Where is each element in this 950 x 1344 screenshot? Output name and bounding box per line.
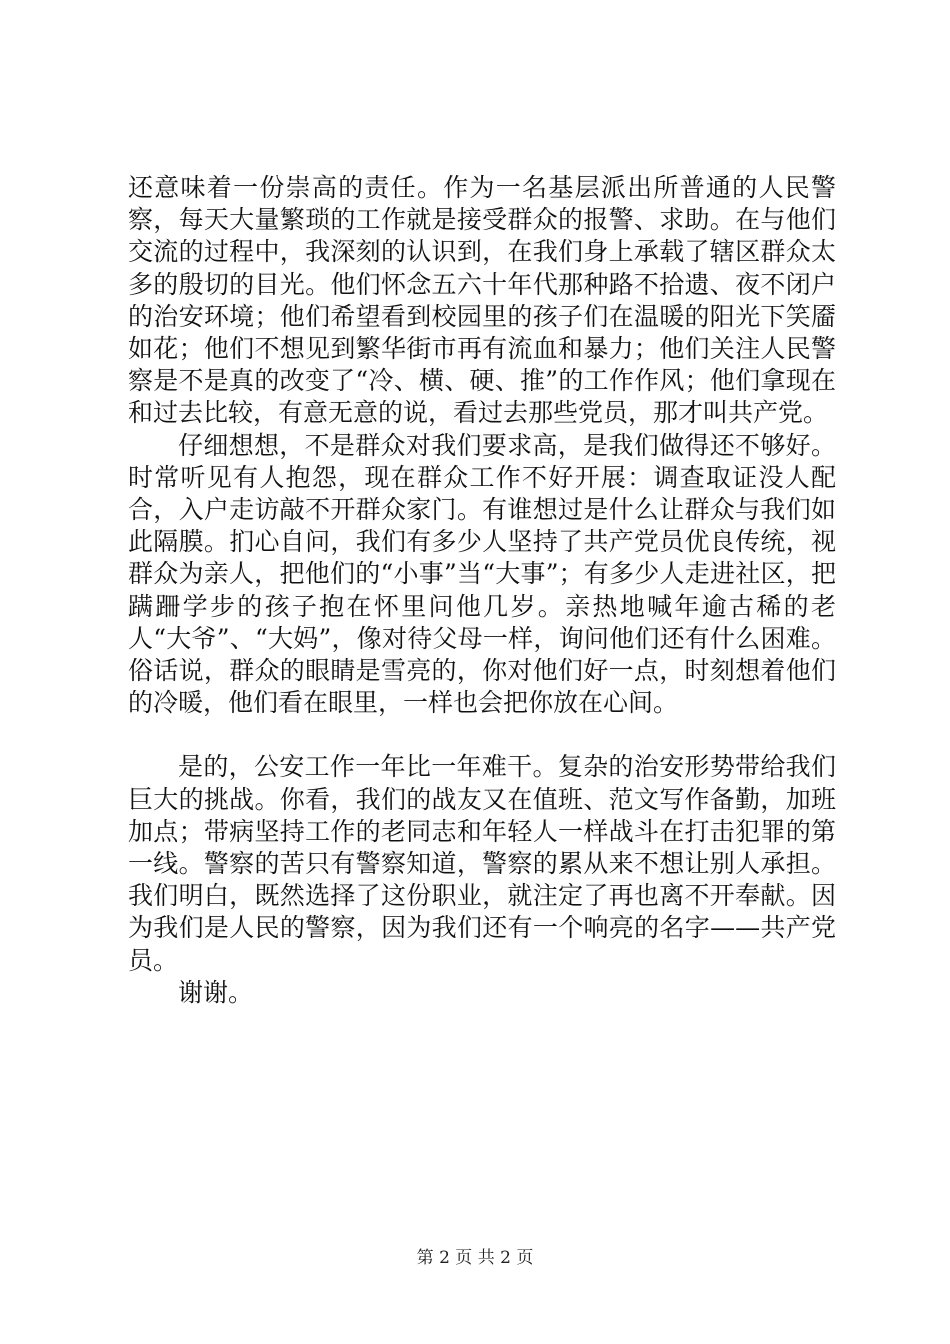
closing-thanks: 谢谢。 [178,977,254,1007]
document-body [128,172,836,1009]
page-number-footer: 第 2 页 共 2 页 [416,1248,534,1268]
paragraph: 是的，公安工作一年比一年难干。复杂的治安形势带给我们巨大的挑战。你看，我们的战友又在值班、范文写作备勤，加班加点；带病坚持工作的老同志和年轻人一样战斗在打击犯罪的第一线。警察的苦只有警察知道，警察的累从来不想让别人承担。我们明白，既然选择了这份职业，就注定了再也离不开奉献。因为我们是人民的警察，因为我们还有一个响亮的名字——共产党员。 [128,752,836,975]
paragraph: 仔细想想，不是群众对我们要求高，是我们做得还不够好。时常听见有人抱怨，现在群众工作不好开展：调查取证没人配合，入户走访敲不开群众家门。有谁想过是什么让群众与我们如此隔膜。扪心自问，我们有多少人坚持了共产党员优良传统，视群众为亲人，把他们的“小事”当“大事”；有多少人走进社区，把蹒跚学步的孩子抱在怀里问他几岁。亲热地喊年逾古稀的老人“大爷”、“大妈”，像对待父母一样，询问他们还有什么困难。俗话说，群众的眼睛是雪亮的，你对他们好一点，时刻想着他们的冷暖，他们看在眼里，一样也会把你放在心间。 [128,430,836,718]
paragraph-continued: 还意味着一份崇高的责任。作为一名基层派出所普通的人民警察，每天大量繁琐的工作就是接受群众的报警、求助。在与他们交流的过程中，我深刻的认识到，在我们身上承载了辖区群众太多的殷切的目光。他们怀念五六十年代那种路不拾遗、夜不闭户的治安环境；他们希望看到校园里的孩子们在温暖的阳光下笑靥如花；他们不想见到繁华街市再有流血和暴力；他们关注人民警察是不是真的改变了“冷、横、硬、推”的工作作风；他们拿现在和过去比较，有意无意的说，看过去那些党员，那才叫共产党。 [128,173,836,428]
